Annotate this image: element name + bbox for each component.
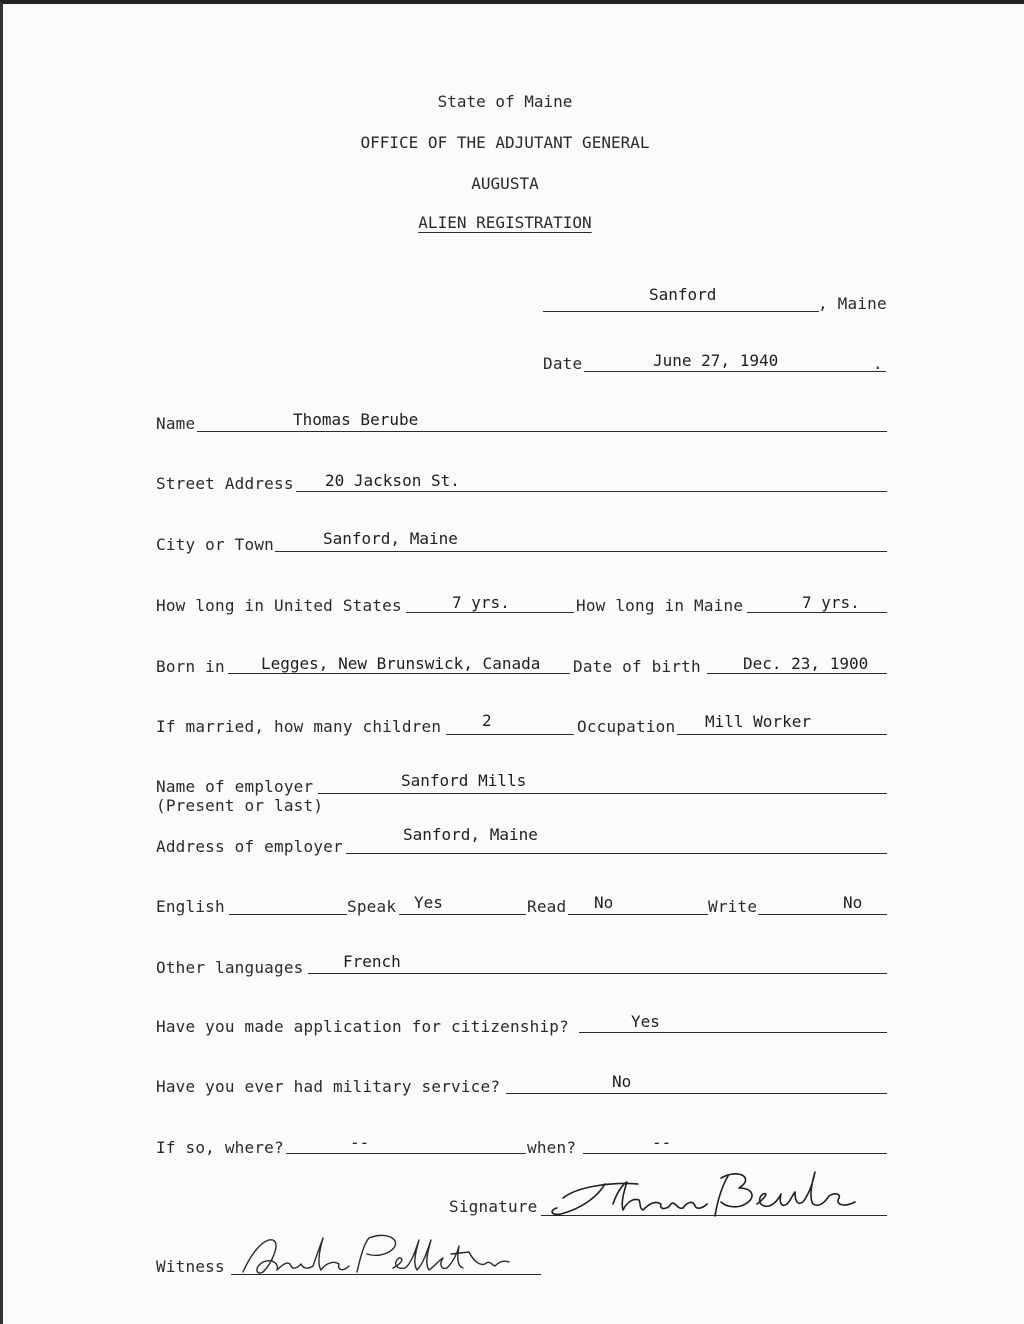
state-suffix: , Maine xyxy=(818,294,887,313)
date-label: Date xyxy=(543,354,583,373)
street-line xyxy=(296,491,887,492)
dob-value: Dec. 23, 1900 xyxy=(743,654,869,673)
children-line xyxy=(446,734,574,735)
name-value: Thomas Berube xyxy=(293,410,419,429)
service-when-value: -- xyxy=(652,1133,672,1152)
service-where-line xyxy=(286,1153,526,1154)
service-where-label: If so, where? xyxy=(156,1138,284,1157)
military-label: Have you ever had military service? xyxy=(156,1077,501,1096)
born-in-line xyxy=(228,673,570,674)
english-line xyxy=(229,914,347,915)
military-line xyxy=(506,1093,887,1094)
date-end-mark: . xyxy=(873,354,883,373)
occupation-label: Occupation xyxy=(577,717,676,736)
maine-duration-value: 7 yrs. xyxy=(802,593,860,612)
date-value: June 27, 1940 xyxy=(653,351,779,370)
dob-label: Date of birth xyxy=(573,657,701,676)
other-languages-value: French xyxy=(343,952,401,971)
citizenship-value: Yes xyxy=(631,1012,660,1031)
service-where-value: -- xyxy=(350,1133,370,1152)
employer-name-line xyxy=(318,793,887,794)
town-line xyxy=(543,311,819,312)
other-languages-line xyxy=(308,973,887,974)
us-duration-label: How long in United States xyxy=(156,596,402,615)
dob-line xyxy=(707,673,887,674)
street-value: 20 Jackson St. xyxy=(325,471,460,490)
born-in-value: Legges, New Brunswick, Canada xyxy=(261,654,541,673)
employer-address-label: Address of employer xyxy=(156,837,343,856)
date-line xyxy=(584,371,886,372)
write-value: No xyxy=(843,893,863,912)
read-line xyxy=(568,914,708,915)
name-label: Name xyxy=(156,414,196,433)
children-value: 2 xyxy=(482,711,492,730)
signature-label: Signature xyxy=(449,1197,538,1216)
witness-label: Witness xyxy=(156,1257,225,1276)
citizenship-line xyxy=(579,1032,887,1033)
form-title xyxy=(3,213,1007,232)
street-label: Street Address xyxy=(156,474,294,493)
city-town-value: Sanford, Maine xyxy=(323,529,458,548)
service-when-line xyxy=(583,1153,887,1154)
read-value: No xyxy=(594,893,614,912)
born-in-label: Born in xyxy=(156,657,225,676)
maine-duration-label: How long in Maine xyxy=(576,596,744,615)
occupation-line xyxy=(677,734,887,735)
speak-line xyxy=(399,914,526,915)
witness-handwriting xyxy=(233,1224,533,1284)
city-town-line xyxy=(275,551,887,552)
write-label: Write xyxy=(708,897,758,916)
us-duration-value: 7 yrs. xyxy=(452,593,510,612)
employer-name-sublabel: (Present or last) xyxy=(156,796,324,815)
occupation-value: Mill Worker xyxy=(705,712,811,731)
read-label: Read xyxy=(527,897,567,916)
other-languages-label: Other languages xyxy=(156,958,304,977)
state-heading: State of Maine xyxy=(437,92,573,111)
speak-label: Speak xyxy=(347,897,397,916)
citizenship-label: Have you made application for citizenship? xyxy=(156,1017,569,1036)
write-line xyxy=(758,914,887,915)
employer-name-label: Name of employer xyxy=(156,777,314,796)
employer-address-value: Sanford, Maine xyxy=(403,825,538,844)
service-when-label: when? xyxy=(527,1138,577,1157)
employer-address-line xyxy=(346,853,887,854)
town-value: Sanford xyxy=(649,285,717,304)
maine-duration-line xyxy=(747,612,887,613)
city-heading: AUGUSTA xyxy=(471,174,539,193)
name-line xyxy=(197,431,887,432)
speak-value: Yes xyxy=(414,893,443,912)
children-label: If married, how many children xyxy=(156,717,442,736)
english-label: English xyxy=(156,897,225,916)
military-value: No xyxy=(612,1072,632,1091)
form-title-text: ALIEN REGISTRATION xyxy=(418,213,592,232)
office-heading: OFFICE OF THE ADJUTANT GENERAL xyxy=(360,133,650,152)
us-duration-line xyxy=(406,612,574,613)
city-town-label: City or Town xyxy=(156,535,274,554)
employer-name-value: Sanford Mills xyxy=(401,771,527,790)
signature-handwriting xyxy=(543,1164,873,1224)
